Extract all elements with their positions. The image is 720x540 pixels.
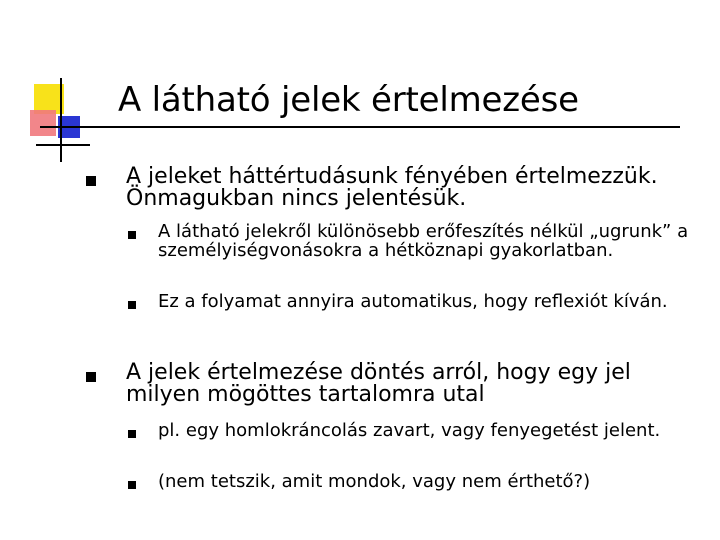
bullet-2-sub-2-marker — [128, 481, 136, 489]
bullet-1-sub-1-marker — [128, 231, 136, 239]
bullet-2-marker — [86, 372, 96, 382]
bullet-1-marker — [86, 176, 96, 186]
bullet-2-text: A jelek értelmezése döntés arról, hogy egy jel milyen mögöttes tartalomra utal — [126, 360, 631, 407]
bullet-1-text: A jeleket háttértudásunk fényében értelmezzük. Önmagukban nincs jelentésük. — [126, 164, 658, 211]
bullet-2-sub-1-text: pl. egy homlokráncolás zavart, vagy fenyegetést jelent. — [158, 420, 661, 441]
bullet-1-sub-2-text: Ez a folyamat annyira automatikus, hogy reflexiót kíván. — [158, 291, 668, 312]
bullet-2-sub-1-marker — [128, 430, 136, 438]
slide-title: A látható jelek értelmezése — [118, 80, 579, 120]
bullet-1-sub-2-marker — [128, 301, 136, 309]
bullet-1-sub-1-text: A látható jelekről különösebb erőfeszítés nélkül „ugrunk” a személyiségvonásokra a hétköznapi gyakorlatban. — [158, 221, 689, 261]
bullet-2-sub-2-text: (nem tetszik, amit mondok, vagy nem érthető?) — [158, 471, 591, 492]
